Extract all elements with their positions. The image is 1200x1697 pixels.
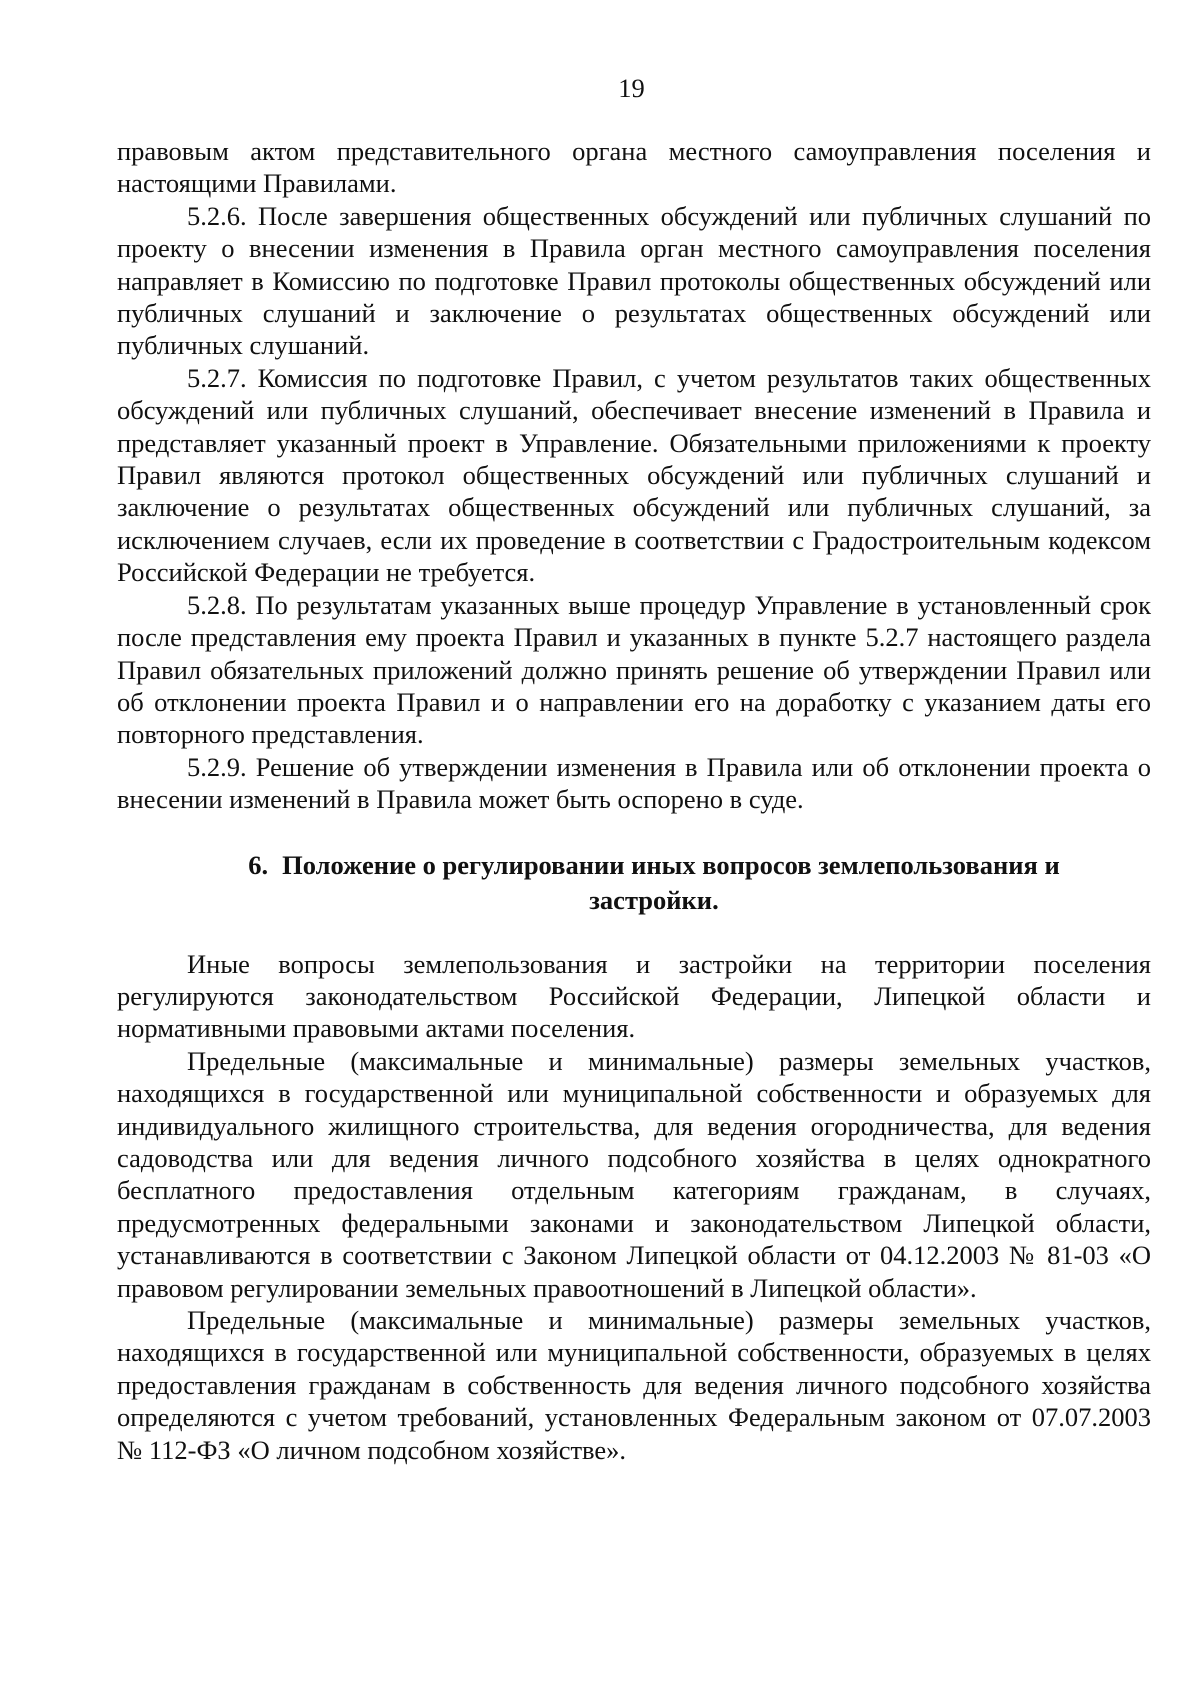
paragraph: правовым актом представительного органа местного самоуправления поселения и настоящими Правилами.	[117, 136, 1151, 199]
section-heading	[117, 848, 1151, 918]
section-number: 6.	[248, 849, 269, 880]
document-body	[117, 135, 1151, 1466]
section-title-part-1: Положение о регулировании иных вопросов землепользования и	[282, 849, 1060, 880]
paragraph: 5.2.7. Комиссия по подготовке Правил, с учетом результатов таких общественных обсуждений или публичных слушаний, обеспечивает внесение изменений в Правила и представляет указанный проект в Управление. Обязательными приложениями к проекту Правил являются протокол общественных обсуждений или публичных слушаний и заключение о результатах общественных обсуждений или публичных слушаний, за исключением случаев, если их проведение в соответствии с Градостроительным кодексом Российской Федерации не требуется.	[117, 362, 1151, 588]
paragraph: 5.2.8. По результатам указанных выше процедур Управление в установленный срок после представления ему проекта Правил и указанных в пункте 5.2.7 настоящего раздела Правил обязательных приложений должно принять решение об утверждении Правил или об отклонении проекта Правил и о направлении его на доработку с указанием даты его повторного представления.	[117, 589, 1151, 750]
section-heading-line-1	[187, 848, 1121, 883]
paragraph: Иные вопросы землепользования и застройки на территории поселения регулируются законодательством Российской Федерации, Липецкой области и нормативными правовыми актами поселения.	[117, 948, 1151, 1044]
paragraph: 5.2.6. После завершения общественных обсуждений или публичных слушаний по проекту о внесении изменения в Правила орган местного самоуправления поселения направляет в Комиссию по подготовке Правил протоколы общественных обсуждений или публичных слушаний и заключение о результатах общественных обсуждений или публичных слушаний.	[117, 200, 1151, 361]
paragraph: 5.2.9. Решение об утверждении изменения в Правила или об отклонении проекта о внесении изменений в Правила может быть оспорено в суде.	[117, 751, 1151, 815]
paragraph: Предельные (максимальные и минимальные) размеры земельных участков, находящихся в государственной или муниципальной собственности и образуемых для индивидуального жилищного строительства, для ведения огородничества, для ведения садоводства или для ведения личного подсобного хозяйства в целях однократного бесплатного предоставления отдельным категориям гражданам, в случаях, предусмотренных федеральными законами и законодательством Липецкой области, устанавливаются в соответствии с Законом Липецкой области от 04.12.2003 № 81-03 «О правовом регулировании земельных правоотношений в Липецкой области».	[117, 1045, 1151, 1303]
paragraphs-before-heading	[117, 135, 1151, 816]
section-title-part-2: застройки.	[589, 884, 719, 915]
paragraphs-after-heading	[117, 948, 1151, 1467]
paragraph: Предельные (максимальные и минимальные) размеры земельных участков, находящихся в государственной или муниципальной собственности, образуемых в целях предоставления гражданам в собственность для ведения личного подсобного хозяйства определяются с учетом требований, установленных Федеральным законом от 07.07.2003 № 112-ФЗ «О личном подсобном хозяйстве».	[117, 1305, 1151, 1465]
page-number: 19	[618, 73, 645, 103]
